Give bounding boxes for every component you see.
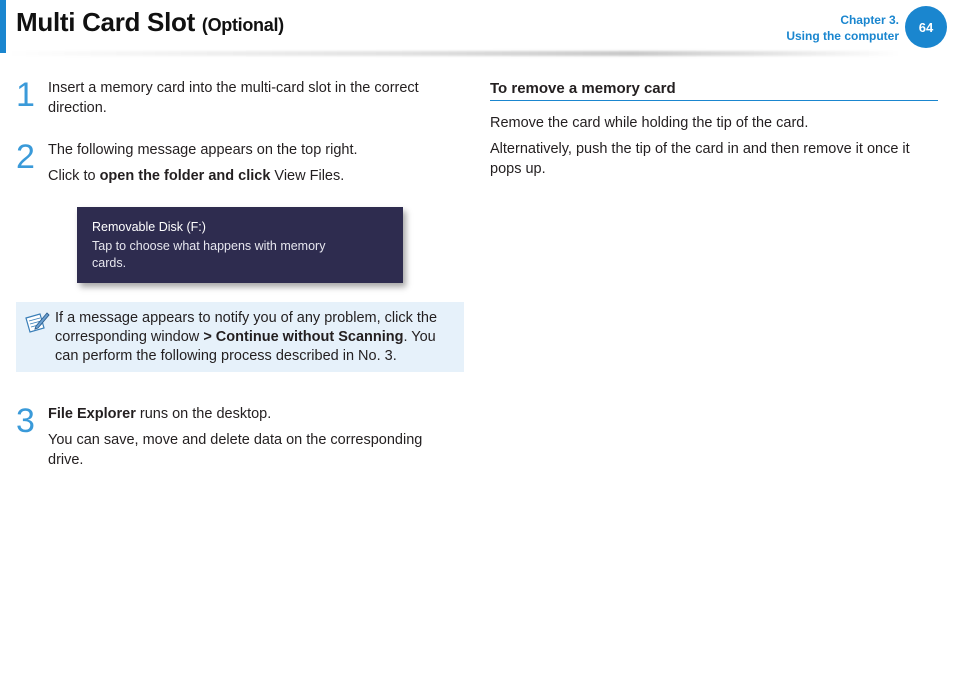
remove-card-section xyxy=(490,80,938,179)
step-text xyxy=(48,404,456,424)
note-suffix: . You can perform the following process described in No. 3. xyxy=(55,329,436,364)
page-number-badge: 64 xyxy=(905,6,947,48)
step-instruction xyxy=(48,166,456,186)
step-number: 3 xyxy=(16,402,35,440)
note-text xyxy=(55,309,455,366)
instruction-bold: open the folder and click xyxy=(99,168,271,184)
step-number: 2 xyxy=(16,138,35,176)
instruction-prefix: Click to xyxy=(48,168,100,184)
notification-text: Tap to choose what happens with memory cards. xyxy=(92,239,326,270)
step-3 xyxy=(16,404,456,476)
chapter-label xyxy=(786,12,899,44)
section-paragraph-2: Alternatively, push the tip of the card in and then remove it once it pops up. xyxy=(490,141,910,177)
page-title xyxy=(16,7,284,38)
step-number: 1 xyxy=(16,76,35,114)
note-bold: > Continue without Scanning xyxy=(203,329,404,345)
step-detail: You can save, move and delete data on the corresponding drive. xyxy=(48,432,423,468)
step-text: The following message appears on the top right. xyxy=(48,142,358,158)
note-prefix: If a message appears to notify you of any problem, click the corresponding window xyxy=(55,310,438,345)
page-title-main: Multi Card Slot xyxy=(16,7,195,37)
step-2 xyxy=(16,140,456,192)
section-heading: To remove a memory card xyxy=(490,80,938,101)
notification-title: Removable Disk (F:) xyxy=(92,220,206,234)
note-box xyxy=(16,302,464,372)
section-paragraph-1: Remove the card while holding the tip of the card. xyxy=(490,115,809,131)
chapter-title: Using the computer xyxy=(786,29,899,43)
instruction-suffix: View Files. xyxy=(270,168,345,184)
step-1 xyxy=(16,78,456,124)
removable-disk-notification[interactable] xyxy=(77,207,403,283)
step-text: Insert a memory card into the multi-card slot in the correct direction. xyxy=(48,80,419,116)
step-text-bold: File Explorer xyxy=(48,406,136,422)
header-divider xyxy=(6,51,900,56)
step-text-suffix: runs on the desktop. xyxy=(135,406,272,422)
page-title-sub: (Optional) xyxy=(201,15,284,35)
chapter-number: Chapter 3. xyxy=(840,13,899,27)
note-pencil-icon xyxy=(24,310,50,334)
header-accent-bar xyxy=(0,0,6,53)
